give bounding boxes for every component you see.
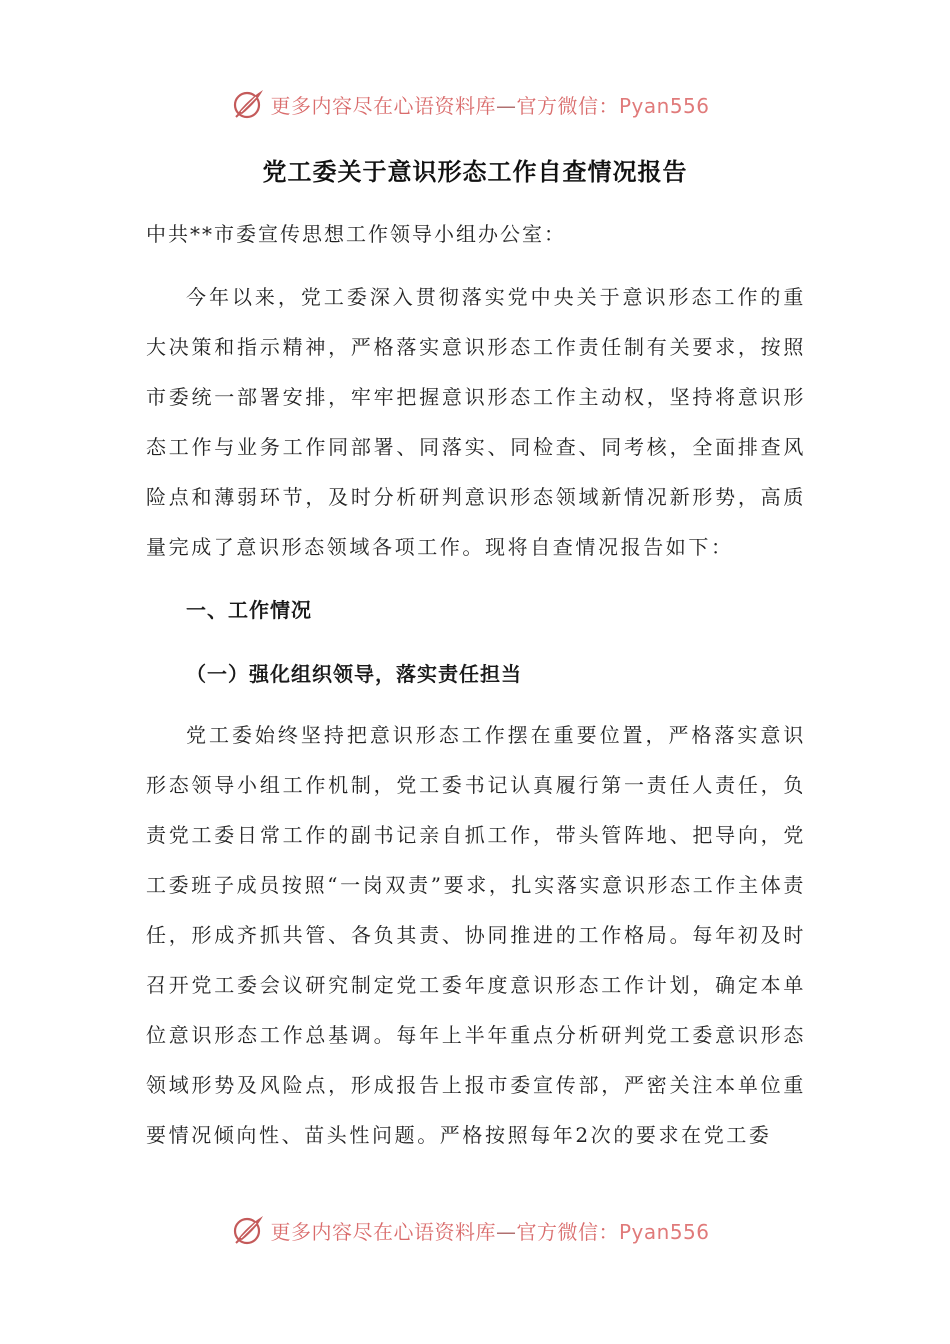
watermark-separator: — (495, 93, 517, 118)
watermark-part1: 更多内容尽在心语资料库 (270, 1219, 496, 1244)
watermark-wechat-id: Pyan556 (618, 1219, 710, 1244)
pen-feather-logo-icon (232, 87, 266, 121)
section-heading-work-status: 一、工作情况 (186, 598, 312, 622)
watermark-header (0, 84, 950, 124)
watermark-separator: — (495, 1219, 517, 1244)
intro-paragraph: 今年以来，党工委深入贯彻落实党中央关于意识形态工作的重大决策和指示精神，严格落实意识形态工作责任制有关要求，按照市委统一部署安排，牢牢把握意识形态工作主动权，坚持将意识形态工作与业务工作同部署、同落实、同检查、同考核，全面排查风险点和薄弱环节，及时分析研判意识形态领域新情况新形势，高质量完成了意识形态领域各项工作。现将自查情况报告如下： (146, 285, 806, 559)
document-title: 党工委关于意识形态工作自查情况报告 (262, 158, 688, 186)
subsection-paragraph: 党工委始终坚持把意识形态工作摆在重要位置，严格落实意识形态领导小组工作机制，党工委书记认真履行第一责任人责任，负责党工委日常工作的副书记亲自抓工作，带头管阵地、把导向，党工委班子成员按照“一岗双责”要求，扎实落实意识形态工作主体责任，形成齐抓共管、各负其责、协同推进的工作格局。每年初及时召开党工委会议研究制定党工委年度意识形态工作计划，确定本单位意识形态工作总基调。每年上半年重点分析研判党工委意识形态领域形势及风险点，形成报告上报市委宣传部，严密关注本单位重要情况倾向性、苗头性问题。严格按照每年2次的要求在党工委 (146, 723, 806, 1147)
watermark-part2: 官方微信： (516, 1219, 619, 1244)
watermark-text (270, 1216, 709, 1245)
subsection-heading-leadership: （一）强化组织领导，落实责任担当 (186, 662, 522, 686)
watermark-text (270, 90, 709, 119)
watermark-part2: 官方微信： (516, 93, 619, 118)
watermark-part1: 更多内容尽在心语资料库 (270, 93, 496, 118)
salutation: 中共**市委宣传思想工作领导小组办公室： (146, 222, 566, 246)
watermark-footer (0, 1210, 950, 1250)
pen-feather-logo-icon (232, 1213, 266, 1247)
watermark-wechat-id: Pyan556 (618, 93, 710, 118)
